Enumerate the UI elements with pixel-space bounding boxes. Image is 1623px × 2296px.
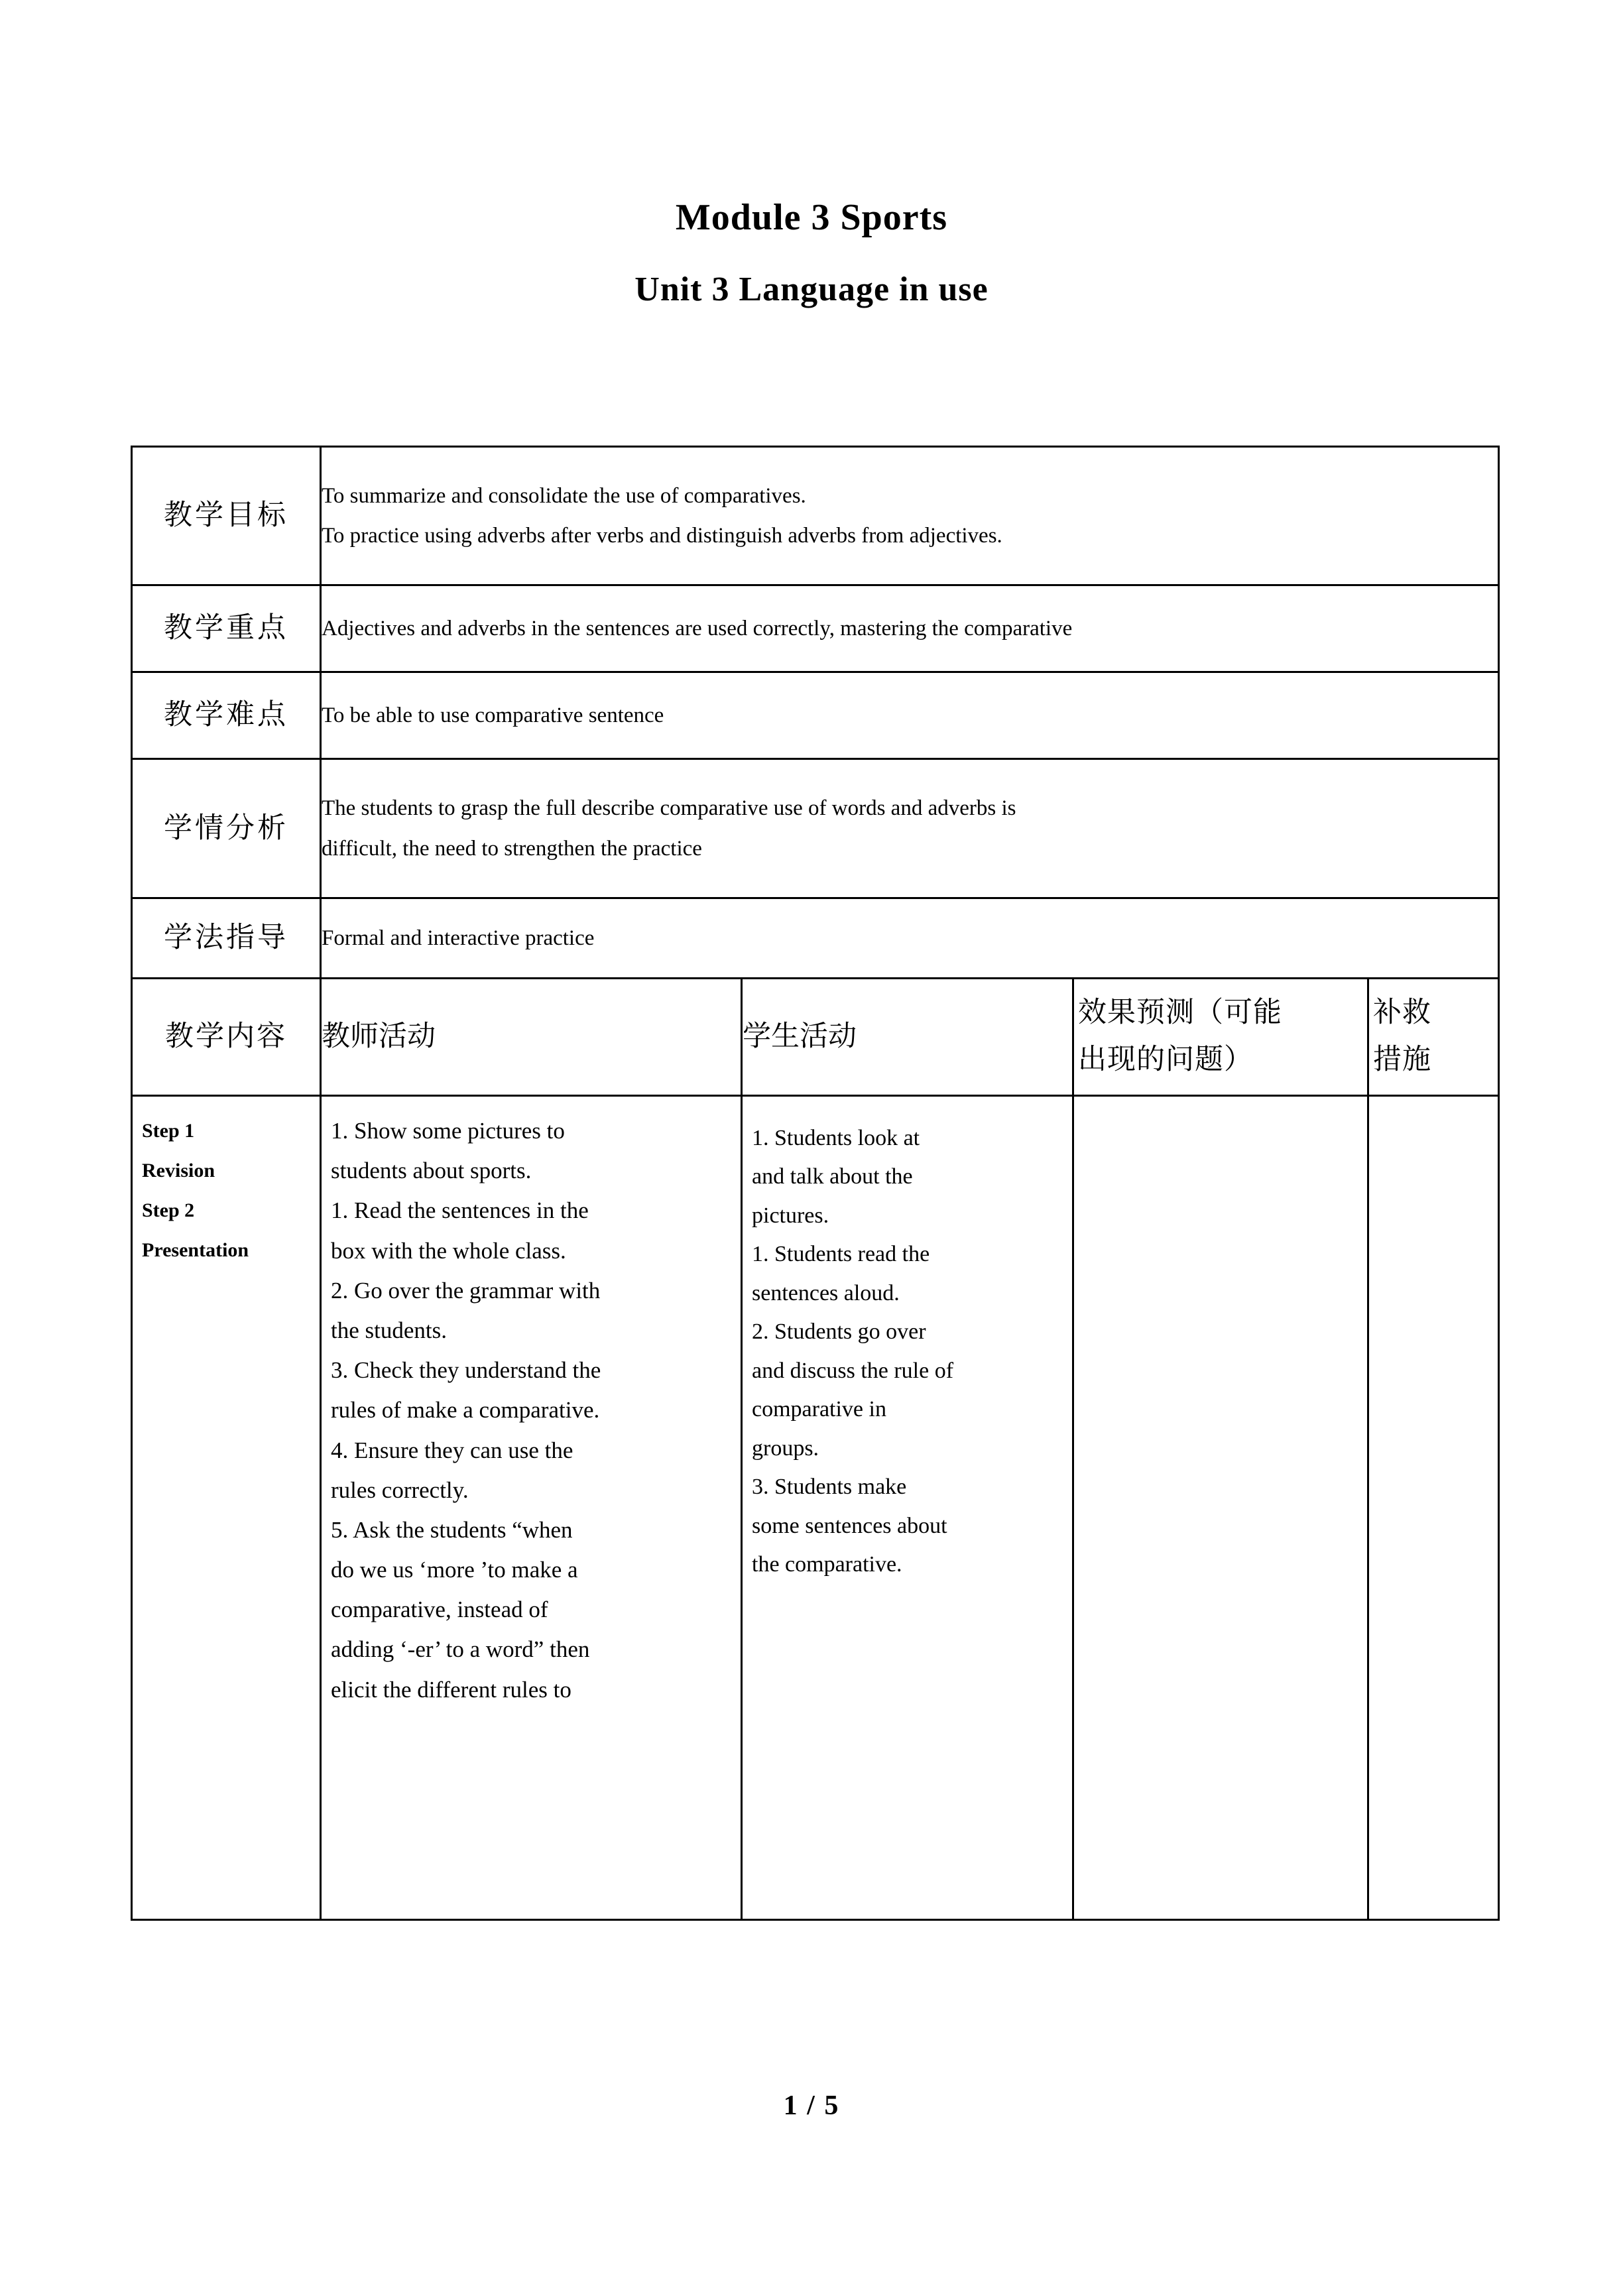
step-item: Step 2 [142, 1199, 195, 1221]
cell-student-activity [742, 1096, 1073, 1920]
teaching-goal-line-2: To practice using adverbs after verbs and distinguish adverbs from adjectives. [322, 524, 1002, 548]
page-footer: 1 / 5 [783, 2090, 840, 2121]
student-activity-line: 2. Students go over [752, 1319, 926, 1345]
student-analysis-line-1: The students to grasp the full describe comparative use of words and adverbs is [322, 796, 1016, 821]
table-row-teaching-difficulty [132, 672, 1499, 759]
teacher-activity-list [322, 1097, 741, 1710]
student-activity-line: 3. Students make [752, 1475, 907, 1500]
table-row-teaching-focus [132, 585, 1499, 672]
learning-guidance-line-1: Formal and interactive practice [322, 926, 595, 950]
teacher-activity-line: rules correctly. [331, 1477, 469, 1503]
table-body-row [132, 1096, 1499, 1920]
table-row-student-analysis [132, 759, 1499, 898]
effect-prediction-line-2: 出现的问题） [1078, 1044, 1253, 1075]
row-label-teaching-goal: 教学目标 [132, 447, 321, 585]
row-value-teaching-focus [321, 585, 1499, 672]
column-header-effect-prediction [1073, 979, 1368, 1096]
teacher-activity-line: 1. Show some pictures to [331, 1118, 565, 1144]
teacher-activity-line: rules of make a comparative. [331, 1397, 600, 1423]
table-row-learning-guidance [132, 898, 1499, 979]
effect-prediction-line-1: 效果预测（可能 [1078, 997, 1282, 1029]
cell-teaching-steps [132, 1096, 321, 1920]
column-header-remedy-measures [1368, 979, 1499, 1096]
teacher-activity-line: comparative, instead of [331, 1597, 548, 1623]
teacher-activity-line: students about sports. [331, 1158, 532, 1184]
student-activity-line: and discuss the rule of [752, 1358, 954, 1383]
teacher-activity-line: 2. Go over the grammar with [331, 1277, 601, 1303]
teacher-activity-line: adding ‘-er’ to a word” then [331, 1636, 590, 1663]
student-activity-line: groups. [752, 1435, 819, 1461]
teacher-activity-line: do we us ‘more ’to make a [331, 1557, 578, 1583]
teacher-activity-line: 1. Read the sentences in the [331, 1197, 589, 1224]
page-subtitle: Unit 3 Language in use [634, 271, 989, 308]
row-value-teaching-difficulty [321, 672, 1499, 759]
table-header-row [132, 979, 1499, 1096]
teaching-focus-line-1: Adjectives and adverbs in the sentences are used correctly, mastering the comparative [322, 616, 1073, 640]
column-header-content: 教学内容 [132, 979, 321, 1096]
student-activity-line: pictures. [752, 1203, 829, 1228]
row-label-teaching-focus: 教学重点 [132, 585, 321, 672]
title-block [0, 199, 1623, 307]
student-activity-line: the comparative. [752, 1552, 902, 1577]
teacher-activity-line: the students. [331, 1317, 447, 1343]
page-title: Module 3 Sports [675, 197, 948, 238]
student-analysis-line-2: difficult, the need to strengthen the practice [322, 836, 702, 861]
row-label-learning-guidance: 学法指导 [132, 898, 321, 979]
row-value-teaching-goal [321, 447, 1499, 585]
teaching-goal-line-1: To summarize and consolidate the use of comparatives. [322, 483, 806, 508]
row-label-teaching-difficulty: 教学难点 [132, 672, 321, 759]
lesson-plan-table [131, 446, 1500, 1921]
student-activity-line: comparative in [752, 1397, 886, 1422]
student-activity-line: 1. Students look at [752, 1126, 920, 1150]
remedy-measures-line-2: 措施 [1373, 1044, 1431, 1075]
step-item: Step 1 [142, 1120, 195, 1142]
row-value-learning-guidance [321, 898, 1499, 979]
student-activity-line: sentences aloud. [752, 1280, 900, 1305]
teacher-activity-line: 5. Ask the students “when [331, 1516, 573, 1543]
teaching-difficulty-line-1: To be able to use comparative sentence [322, 703, 664, 727]
cell-effect-prediction [1073, 1096, 1368, 1920]
student-activity-list [743, 1097, 1072, 1585]
cell-remedy-measures [1368, 1096, 1499, 1920]
student-activity-line: some sentences about [752, 1513, 947, 1538]
table-row-teaching-goal [132, 447, 1499, 585]
teacher-activity-line: 3. Check they understand the [331, 1357, 601, 1384]
student-activity-line: 1. Students read the [752, 1242, 930, 1267]
teaching-steps-list [133, 1097, 320, 1270]
row-label-student-analysis: 学情分析 [132, 759, 321, 898]
cell-teacher-activity [321, 1096, 742, 1920]
column-header-teacher-activity: 教师活动 [321, 979, 742, 1096]
step-item: Revision [142, 1160, 215, 1181]
remedy-measures-line-1: 补救 [1373, 997, 1431, 1029]
step-item: Presentation [142, 1239, 249, 1261]
teacher-activity-line: box with the whole class. [331, 1237, 566, 1264]
row-value-student-analysis [321, 759, 1499, 898]
student-activity-line: and talk about the [752, 1164, 913, 1189]
teacher-activity-line: elicit the different rules to [331, 1676, 571, 1703]
teacher-activity-line: 4. Ensure they can use the [331, 1437, 573, 1463]
column-header-student-activity: 学生活动 [742, 979, 1073, 1096]
